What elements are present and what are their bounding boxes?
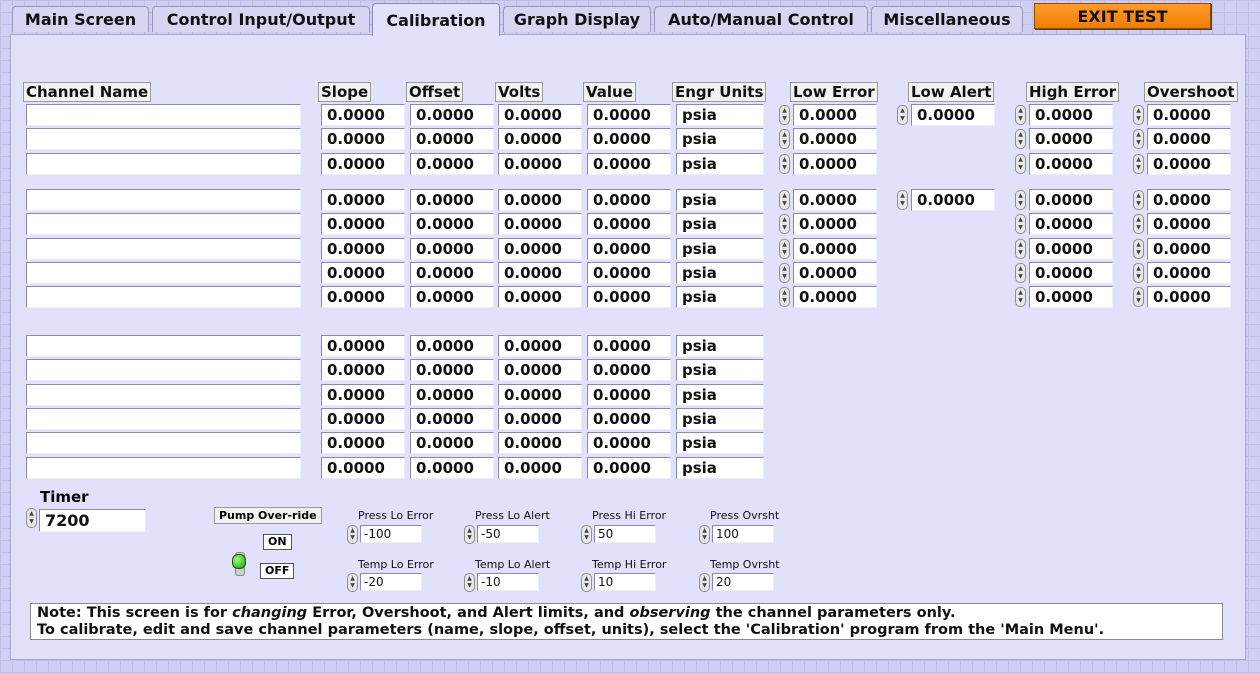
offset-field: 0.0000 bbox=[410, 384, 494, 406]
low-alert-field[interactable]: 0.0000 bbox=[911, 104, 995, 126]
slope-field: 0.0000 bbox=[321, 189, 405, 211]
volts-field: 0.0000 bbox=[498, 432, 582, 454]
offset-field: 0.0000 bbox=[410, 104, 494, 126]
high-error-increment-arrows[interactable]: ▲ ▼ bbox=[1015, 214, 1026, 234]
low-error-field[interactable]: 0.0000 bbox=[793, 104, 877, 126]
slope-field: 0.0000 bbox=[321, 359, 405, 381]
pump-on-label[interactable]: ON bbox=[263, 534, 292, 550]
volts-field: 0.0000 bbox=[498, 153, 582, 175]
temp-lo-error-field[interactable]: -20 bbox=[360, 573, 422, 591]
temp-hi-error-increment-arrows[interactable]: ▲ ▼ bbox=[581, 573, 592, 592]
units-field: psia bbox=[676, 213, 764, 235]
high-error-field[interactable]: 0.0000 bbox=[1029, 286, 1113, 308]
low-error-increment-arrows[interactable]: ▲ ▼ bbox=[779, 129, 790, 149]
units-field: psia bbox=[676, 457, 764, 479]
note-line-1: Note: This screen is for changing Error, Overshoot, and Alert limits, and observing the channel parameters only. bbox=[37, 605, 956, 621]
value-field: 0.0000 bbox=[587, 359, 671, 381]
temp-lo-alert-label: Temp Lo Alert bbox=[475, 558, 551, 571]
temp-lo-alert-field[interactable]: -10 bbox=[477, 573, 539, 591]
high-error-increment-arrows[interactable]: ▲ ▼ bbox=[1015, 239, 1026, 259]
units-field: psia bbox=[676, 335, 764, 357]
temp-ovrsht-increment-arrows[interactable]: ▲ ▼ bbox=[699, 573, 710, 592]
header-value: Value bbox=[583, 82, 636, 102]
offset-field: 0.0000 bbox=[410, 189, 494, 211]
press-hi-error-field[interactable]: 50 bbox=[594, 525, 656, 543]
units-field: psia bbox=[676, 238, 764, 260]
units-field: psia bbox=[676, 286, 764, 308]
low-error-increment-arrows[interactable]: ▲ ▼ bbox=[779, 214, 790, 234]
slope-field: 0.0000 bbox=[321, 128, 405, 150]
channel-name-field[interactable] bbox=[26, 238, 301, 260]
press-ovrsht-field[interactable]: 100 bbox=[712, 525, 774, 543]
overshoot-increment-arrows[interactable]: ▲ ▼ bbox=[1133, 263, 1144, 283]
units-field: psia bbox=[676, 128, 764, 150]
tab-control-input-output[interactable]: Control Input/Output bbox=[152, 6, 370, 32]
channel-name-field[interactable] bbox=[26, 359, 301, 381]
high-error-field[interactable]: 0.0000 bbox=[1029, 262, 1113, 284]
volts-field: 0.0000 bbox=[498, 189, 582, 211]
channel-name-field[interactable] bbox=[26, 262, 301, 284]
overshoot-increment-arrows[interactable]: ▲ ▼ bbox=[1133, 129, 1144, 149]
tab-miscellaneous[interactable]: Miscellaneous bbox=[871, 6, 1023, 32]
offset-field: 0.0000 bbox=[410, 213, 494, 235]
timer-increment-arrows[interactable]: ▲ ▼ bbox=[26, 508, 37, 528]
press-lo-alert-increment-arrows[interactable]: ▲ ▼ bbox=[464, 525, 475, 544]
low-error-increment-arrows[interactable]: ▲ ▼ bbox=[779, 154, 790, 174]
low-error-field[interactable]: 0.0000 bbox=[793, 189, 877, 211]
toggle-knob bbox=[232, 554, 246, 569]
low-error-increment-arrows[interactable]: ▲ ▼ bbox=[779, 263, 790, 283]
channel-name-field[interactable] bbox=[26, 128, 301, 150]
units-field: psia bbox=[676, 408, 764, 430]
volts-field: 0.0000 bbox=[498, 238, 582, 260]
overshoot-field[interactable]: 0.0000 bbox=[1147, 286, 1231, 308]
header-engr-units: Engr Units bbox=[672, 82, 766, 102]
high-error-increment-arrows[interactable]: ▲ ▼ bbox=[1015, 154, 1026, 174]
temp-ovrsht-label: Temp Ovrsht bbox=[710, 558, 780, 571]
units-field: psia bbox=[676, 189, 764, 211]
overshoot-increment-arrows[interactable]: ▲ ▼ bbox=[1133, 105, 1144, 125]
offset-field: 0.0000 bbox=[410, 432, 494, 454]
channel-name-field[interactable] bbox=[26, 335, 301, 357]
volts-field: 0.0000 bbox=[498, 213, 582, 235]
channel-name-field[interactable] bbox=[26, 432, 301, 454]
timer-field[interactable]: 7200 bbox=[39, 509, 146, 532]
units-field: psia bbox=[676, 262, 764, 284]
units-field: psia bbox=[676, 104, 764, 126]
overshoot-increment-arrows[interactable]: ▲ ▼ bbox=[1133, 287, 1144, 307]
header-low-alert: Low Alert bbox=[908, 82, 994, 102]
overshoot-increment-arrows[interactable]: ▲ ▼ bbox=[1133, 239, 1144, 259]
overshoot-field[interactable]: 0.0000 bbox=[1147, 262, 1231, 284]
low-error-field[interactable]: 0.0000 bbox=[793, 286, 877, 308]
high-error-increment-arrows[interactable]: ▲ ▼ bbox=[1015, 105, 1026, 125]
overshoot-increment-arrows[interactable]: ▲ ▼ bbox=[1133, 154, 1144, 174]
tab-auto-manual-control[interactable]: Auto/Manual Control bbox=[654, 6, 868, 32]
temp-hi-error-label: Temp Hi Error bbox=[592, 558, 667, 571]
tab-graph-display[interactable]: Graph Display bbox=[503, 6, 651, 32]
value-field: 0.0000 bbox=[587, 189, 671, 211]
high-error-field[interactable]: 0.0000 bbox=[1029, 238, 1113, 260]
low-error-field[interactable]: 0.0000 bbox=[793, 153, 877, 175]
tab-main-screen[interactable]: Main Screen bbox=[12, 6, 149, 32]
value-field: 0.0000 bbox=[587, 104, 671, 126]
press-ovrsht-label: Press Ovrsht bbox=[710, 509, 780, 522]
slope-field: 0.0000 bbox=[321, 104, 405, 126]
value-field: 0.0000 bbox=[587, 457, 671, 479]
value-field: 0.0000 bbox=[587, 408, 671, 430]
overshoot-field[interactable]: 0.0000 bbox=[1147, 189, 1231, 211]
slope-field: 0.0000 bbox=[321, 286, 405, 308]
press-hi-error-label: Press Hi Error bbox=[592, 509, 667, 522]
overshoot-field[interactable]: 0.0000 bbox=[1147, 128, 1231, 150]
channel-name-field[interactable] bbox=[26, 189, 301, 211]
low-error-increment-arrows[interactable]: ▲ ▼ bbox=[779, 239, 790, 259]
offset-field: 0.0000 bbox=[410, 457, 494, 479]
value-field: 0.0000 bbox=[587, 238, 671, 260]
overshoot-increment-arrows[interactable]: ▲ ▼ bbox=[1133, 214, 1144, 234]
offset-field: 0.0000 bbox=[410, 286, 494, 308]
value-field: 0.0000 bbox=[587, 153, 671, 175]
volts-field: 0.0000 bbox=[498, 384, 582, 406]
press-lo-error-label: Press Lo Error bbox=[358, 509, 434, 522]
temp-ovrsht-field[interactable]: 20 bbox=[712, 573, 774, 591]
overshoot-field[interactable]: 0.0000 bbox=[1147, 238, 1231, 260]
high-error-field[interactable]: 0.0000 bbox=[1029, 104, 1113, 126]
overshoot-field[interactable]: 0.0000 bbox=[1147, 153, 1231, 175]
press-lo-alert-label: Press Lo Alert bbox=[475, 509, 550, 522]
low-error-field[interactable]: 0.0000 bbox=[793, 128, 877, 150]
value-field: 0.0000 bbox=[587, 384, 671, 406]
high-error-increment-arrows[interactable]: ▲ ▼ bbox=[1015, 129, 1026, 149]
slope-field: 0.0000 bbox=[321, 213, 405, 235]
press-lo-error-field[interactable]: -100 bbox=[360, 525, 422, 543]
offset-field: 0.0000 bbox=[410, 238, 494, 260]
units-field: psia bbox=[676, 153, 764, 175]
pump-off-label[interactable]: OFF bbox=[260, 563, 294, 579]
channel-name-field[interactable] bbox=[26, 104, 301, 126]
header-low-error: Low Error bbox=[790, 82, 878, 102]
slope-field: 0.0000 bbox=[321, 432, 405, 454]
press-ovrsht-increment-arrows[interactable]: ▲ ▼ bbox=[699, 525, 710, 544]
temp-lo-alert-increment-arrows[interactable]: ▲ ▼ bbox=[464, 573, 475, 592]
exit-test-button[interactable]: EXIT TEST bbox=[1034, 3, 1211, 29]
value-field: 0.0000 bbox=[587, 213, 671, 235]
header-offset: Offset bbox=[406, 82, 463, 102]
high-error-increment-arrows[interactable]: ▲ ▼ bbox=[1015, 287, 1026, 307]
channel-name-field[interactable] bbox=[26, 384, 301, 406]
slope-field: 0.0000 bbox=[321, 384, 405, 406]
value-field: 0.0000 bbox=[587, 432, 671, 454]
low-error-field[interactable]: 0.0000 bbox=[793, 238, 877, 260]
low-error-increment-arrows[interactable]: ▲ ▼ bbox=[779, 105, 790, 125]
temp-hi-error-field[interactable]: 10 bbox=[594, 573, 656, 591]
channel-name-field[interactable] bbox=[26, 286, 301, 308]
offset-field: 0.0000 bbox=[410, 359, 494, 381]
low-alert-increment-arrows[interactable]: ▲ ▼ bbox=[897, 190, 908, 210]
high-error-field[interactable]: 0.0000 bbox=[1029, 128, 1113, 150]
note-line-2: To calibrate, edit and save channel parameters (name, slope, offset, units), select the 'Calibration' program from the 'Main Menu'. bbox=[37, 622, 1105, 638]
slope-field: 0.0000 bbox=[321, 153, 405, 175]
value-field: 0.0000 bbox=[587, 128, 671, 150]
high-error-increment-arrows[interactable]: ▲ ▼ bbox=[1015, 263, 1026, 283]
value-field: 0.0000 bbox=[587, 286, 671, 308]
slope-field: 0.0000 bbox=[321, 457, 405, 479]
pump-override-label: Pump Over-ride bbox=[214, 507, 322, 524]
low-error-increment-arrows[interactable]: ▲ ▼ bbox=[779, 190, 790, 210]
offset-field: 0.0000 bbox=[410, 408, 494, 430]
offset-field: 0.0000 bbox=[410, 335, 494, 357]
volts-field: 0.0000 bbox=[498, 286, 582, 308]
offset-field: 0.0000 bbox=[410, 262, 494, 284]
volts-field: 0.0000 bbox=[498, 408, 582, 430]
high-error-field[interactable]: 0.0000 bbox=[1029, 213, 1113, 235]
overshoot-increment-arrows[interactable]: ▲ ▼ bbox=[1133, 190, 1144, 210]
slope-field: 0.0000 bbox=[321, 238, 405, 260]
header-channel-name: Channel Name bbox=[23, 82, 151, 102]
press-lo-alert-field[interactable]: -50 bbox=[477, 525, 539, 543]
channel-name-field[interactable] bbox=[26, 457, 301, 479]
low-alert-increment-arrows[interactable]: ▲ ▼ bbox=[897, 105, 908, 125]
value-field: 0.0000 bbox=[587, 262, 671, 284]
temp-lo-error-label: Temp Lo Error bbox=[358, 558, 434, 571]
value-field: 0.0000 bbox=[587, 335, 671, 357]
offset-field: 0.0000 bbox=[410, 153, 494, 175]
low-error-field[interactable]: 0.0000 bbox=[793, 262, 877, 284]
channel-name-field[interactable] bbox=[26, 408, 301, 430]
volts-field: 0.0000 bbox=[498, 104, 582, 126]
volts-field: 0.0000 bbox=[498, 359, 582, 381]
slope-field: 0.0000 bbox=[321, 335, 405, 357]
units-field: psia bbox=[676, 384, 764, 406]
volts-field: 0.0000 bbox=[498, 262, 582, 284]
header-high-error: High Error bbox=[1026, 82, 1119, 102]
low-error-increment-arrows[interactable]: ▲ ▼ bbox=[779, 287, 790, 307]
volts-field: 0.0000 bbox=[498, 128, 582, 150]
units-field: psia bbox=[676, 432, 764, 454]
tab-calibration[interactable]: Calibration bbox=[372, 3, 500, 36]
press-hi-error-increment-arrows[interactable]: ▲ ▼ bbox=[581, 525, 592, 544]
header-volts: Volts bbox=[495, 82, 543, 102]
temp-lo-error-increment-arrows[interactable]: ▲ ▼ bbox=[347, 573, 358, 592]
low-alert-field[interactable]: 0.0000 bbox=[911, 189, 995, 211]
press-lo-error-increment-arrows[interactable]: ▲ ▼ bbox=[347, 525, 358, 544]
low-error-field[interactable]: 0.0000 bbox=[793, 213, 877, 235]
high-error-increment-arrows[interactable]: ▲ ▼ bbox=[1015, 190, 1026, 210]
volts-field: 0.0000 bbox=[498, 335, 582, 357]
overshoot-field[interactable]: 0.0000 bbox=[1147, 104, 1231, 126]
header-slope: Slope bbox=[318, 82, 371, 102]
note-box bbox=[30, 603, 1223, 640]
channel-name-field[interactable] bbox=[26, 213, 301, 235]
channel-name-field[interactable] bbox=[26, 153, 301, 175]
timer-label: Timer bbox=[40, 488, 89, 506]
header-overshoot: Overshoot bbox=[1144, 82, 1238, 102]
high-error-field[interactable]: 0.0000 bbox=[1029, 153, 1113, 175]
overshoot-field[interactable]: 0.0000 bbox=[1147, 213, 1231, 235]
slope-field: 0.0000 bbox=[321, 262, 405, 284]
slope-field: 0.0000 bbox=[321, 408, 405, 430]
high-error-field[interactable]: 0.0000 bbox=[1029, 189, 1113, 211]
volts-field: 0.0000 bbox=[498, 457, 582, 479]
offset-field: 0.0000 bbox=[410, 128, 494, 150]
pump-override-toggle[interactable] bbox=[232, 550, 246, 576]
units-field: psia bbox=[676, 359, 764, 381]
